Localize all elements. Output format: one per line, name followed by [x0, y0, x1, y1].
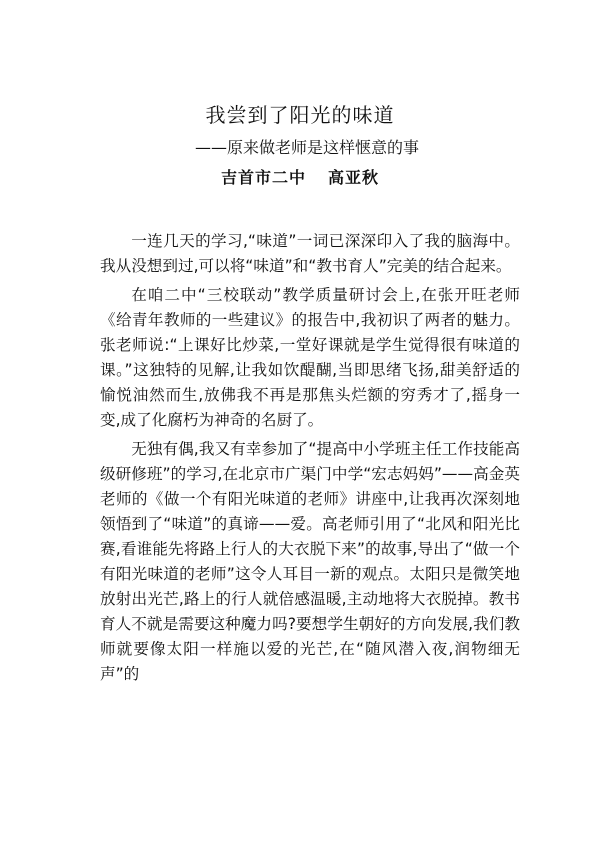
paragraph-1: 一连几天的学习,“味道”一词已深深印入了我的脑海中。我从没想到过,可以将“味道”和“教书育人”完美的结合起来。	[100, 232, 520, 275]
document-title: 我尝到了阳光的味道	[205, 103, 395, 127]
paragraph-3: 无独有偶,我又有幸参加了“提高中小学班主任工作技能高级研修班”的学习,在北京市广渠门中学“宏志妈妈”——高金英老师的《做一个有阳光味道的老师》讲座中,让我再次深刻地领悟到了“味道”的真谛——爱。高老师引用了“北风和阳光比赛,看谁能先将路上行人的大衣脱下来”的故事,导出了“做一个有阳光味道的老师”这令人耳目一新的观点。太阳只是微笑地放射出光芒,路上的行人就倍感温暖,主动地将大衣脱掉。教书育人不就是需要这种魔力吗?要想学生朝好的方向发展,我们教师就要像太阳一样施以爱的光芒,在“随风潜入夜,润物细无声”的	[100, 440, 520, 683]
document-subtitle: ——原来做老师是这样惬意的事	[194, 138, 419, 157]
paragraph-2: 在咱二中“三校联动”教学质量研讨会上,在张开旺老师《给青年教师的一些建议》的报告中,我初识了两者的魅力。张老师说:“上课好比炒菜,一堂好课就是学生觉得很有味道的课。”这独特的见解,让我如饮醍醐,当即思绪飞扬,甜美舒适的愉悦油然而生,放佛我不再是那焦头烂额的穷秀才了,摇身一变,成了化腐朽为神奇的名厨了。	[100, 286, 520, 429]
body-text	[100, 229, 520, 691]
author-school: 吉首市二中	[220, 168, 306, 187]
author-line	[0, 166, 600, 190]
author-name: 高亚秋	[328, 168, 380, 187]
